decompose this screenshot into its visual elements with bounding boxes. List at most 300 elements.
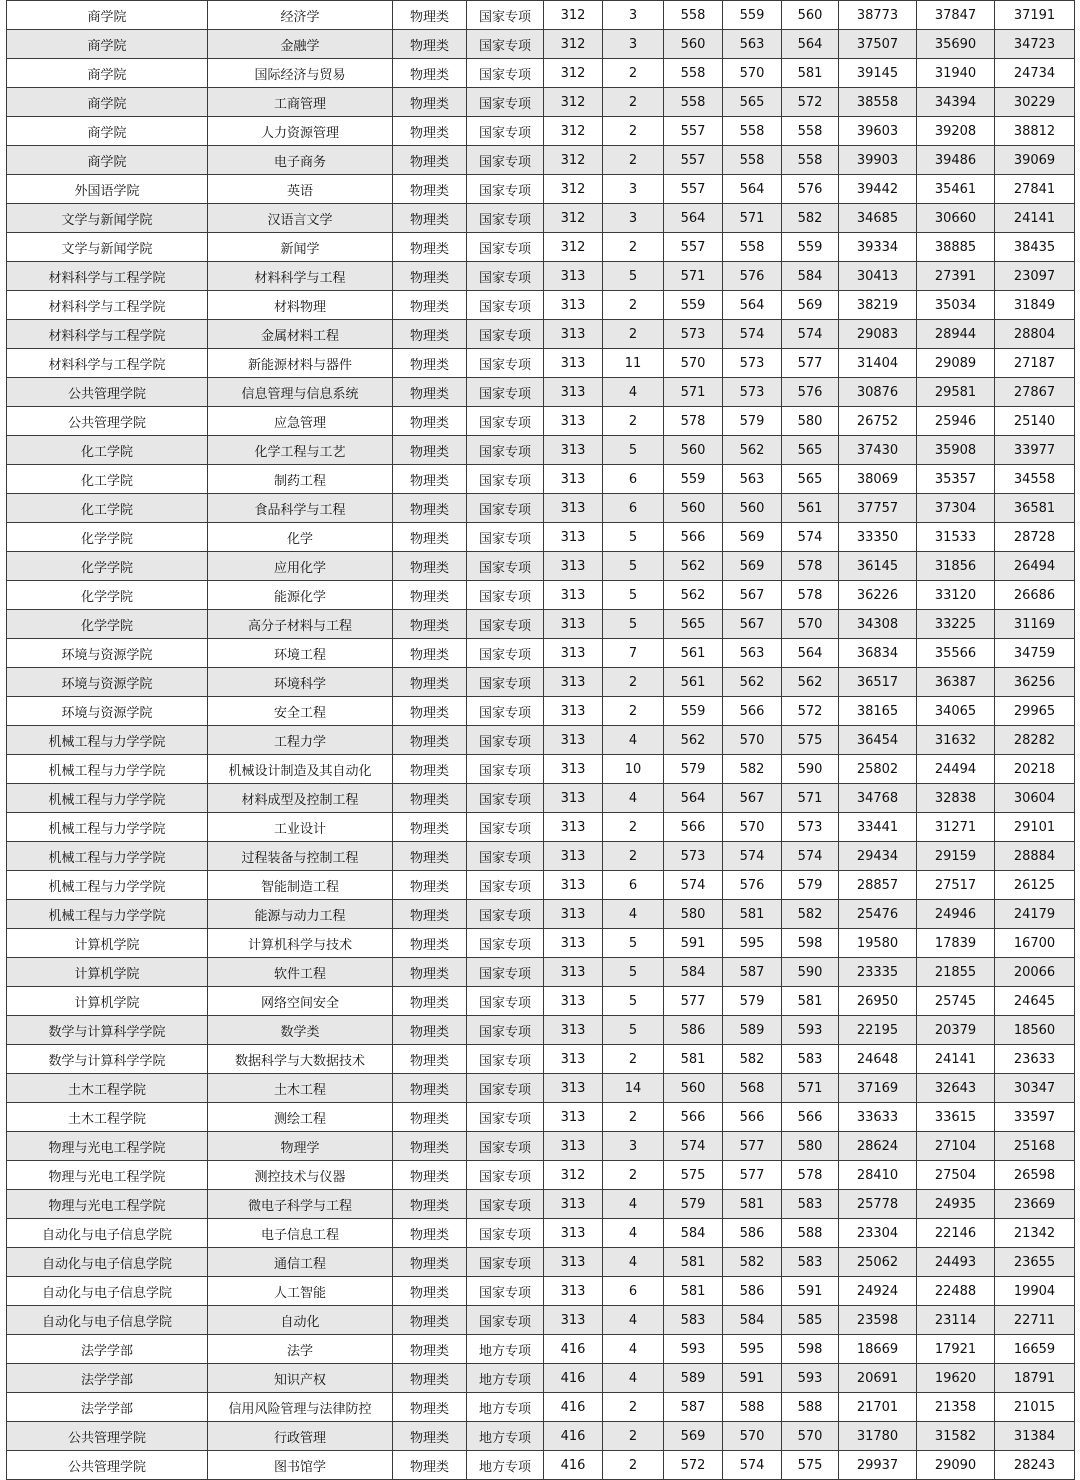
cell-avg-rank: 29159 — [917, 842, 995, 871]
cell-min-rank: 37757 — [839, 494, 917, 523]
cell-avg-rank: 35690 — [917, 30, 995, 59]
table-row — [7, 88, 1075, 117]
cell-plan-count: 2 — [603, 1451, 664, 1480]
cell-max-score: 572 — [782, 697, 839, 726]
table-row — [7, 1393, 1075, 1422]
cell-avg-score: 563 — [723, 639, 782, 668]
cell-major: 工程力学 — [208, 726, 393, 755]
cell-subject-category: 物理类 — [393, 639, 467, 668]
cell-major: 高分子材料与工程 — [208, 610, 393, 639]
cell-min-score: 571 — [664, 262, 723, 291]
cell-min-rank: 29434 — [839, 842, 917, 871]
table-row — [7, 1277, 1075, 1306]
cell-group-code: 312 — [544, 88, 603, 117]
cell-group-code: 313 — [544, 1045, 603, 1074]
cell-college: 机械工程与力学学院 — [7, 755, 208, 784]
cell-major: 应急管理 — [208, 407, 393, 436]
cell-major: 数据科学与大数据技术 — [208, 1045, 393, 1074]
cell-enrollment-type: 国家专项 — [467, 88, 544, 117]
cell-avg-rank: 24141 — [917, 1045, 995, 1074]
cell-plan-count: 2 — [603, 1045, 664, 1074]
cell-subject-category: 物理类 — [393, 117, 467, 146]
cell-subject-category: 物理类 — [393, 233, 467, 262]
cell-min-rank: 39903 — [839, 146, 917, 175]
cell-major: 能源与动力工程 — [208, 900, 393, 929]
cell-plan-count: 2 — [603, 59, 664, 88]
cell-avg-score: 582 — [723, 755, 782, 784]
cell-max-rank: 23097 — [995, 262, 1075, 291]
table-row — [7, 378, 1075, 407]
cell-max-score: 573 — [782, 813, 839, 842]
cell-max-score: 578 — [782, 552, 839, 581]
cell-avg-score: 573 — [723, 378, 782, 407]
cell-subject-category: 物理类 — [393, 1248, 467, 1277]
cell-min-score: 560 — [664, 30, 723, 59]
cell-enrollment-type: 国家专项 — [467, 465, 544, 494]
cell-avg-rank: 22488 — [917, 1277, 995, 1306]
cell-plan-count: 5 — [603, 1016, 664, 1045]
cell-max-rank: 38435 — [995, 233, 1075, 262]
cell-max-score: 579 — [782, 871, 839, 900]
cell-min-rank: 34685 — [839, 204, 917, 233]
cell-avg-score: 570 — [723, 1422, 782, 1451]
cell-major: 知识产权 — [208, 1364, 393, 1393]
cell-min-rank: 39603 — [839, 117, 917, 146]
cell-college: 自动化与电子信息学院 — [7, 1219, 208, 1248]
table-row — [7, 639, 1075, 668]
cell-group-code: 313 — [544, 639, 603, 668]
table-row — [7, 117, 1075, 146]
cell-group-code: 416 — [544, 1422, 603, 1451]
cell-avg-rank: 25745 — [917, 987, 995, 1016]
cell-min-rank: 38773 — [839, 1, 917, 30]
cell-avg-score: 563 — [723, 465, 782, 494]
table-row — [7, 1103, 1075, 1132]
cell-min-score: 569 — [664, 1422, 723, 1451]
cell-group-code: 313 — [544, 494, 603, 523]
cell-college: 商学院 — [7, 117, 208, 146]
cell-avg-rank: 35034 — [917, 291, 995, 320]
cell-college: 物理与光电工程学院 — [7, 1161, 208, 1190]
cell-avg-score: 558 — [723, 146, 782, 175]
cell-min-rank: 23598 — [839, 1306, 917, 1335]
cell-college: 计算机学院 — [7, 987, 208, 1016]
cell-college: 化学学院 — [7, 552, 208, 581]
cell-plan-count: 6 — [603, 871, 664, 900]
cell-plan-count: 5 — [603, 929, 664, 958]
cell-enrollment-type: 国家专项 — [467, 523, 544, 552]
table-row — [7, 1306, 1075, 1335]
cell-group-code: 416 — [544, 1335, 603, 1364]
cell-max-rank: 28243 — [995, 1451, 1075, 1480]
cell-college: 法学学部 — [7, 1335, 208, 1364]
cell-max-score: 565 — [782, 436, 839, 465]
cell-min-rank: 37430 — [839, 436, 917, 465]
cell-college: 土木工程学院 — [7, 1074, 208, 1103]
cell-avg-rank: 31856 — [917, 552, 995, 581]
cell-plan-count: 2 — [603, 1393, 664, 1422]
cell-avg-rank: 21855 — [917, 958, 995, 987]
cell-plan-count: 4 — [603, 726, 664, 755]
cell-enrollment-type: 国家专项 — [467, 668, 544, 697]
cell-group-code: 313 — [544, 958, 603, 987]
cell-max-score: 576 — [782, 378, 839, 407]
cell-subject-category: 物理类 — [393, 1016, 467, 1045]
cell-group-code: 313 — [544, 523, 603, 552]
cell-plan-count: 2 — [603, 88, 664, 117]
cell-major: 工商管理 — [208, 88, 393, 117]
cell-max-rank: 31384 — [995, 1422, 1075, 1451]
cell-subject-category: 物理类 — [393, 1103, 467, 1132]
cell-subject-category: 物理类 — [393, 1393, 467, 1422]
cell-college: 商学院 — [7, 146, 208, 175]
cell-college: 自动化与电子信息学院 — [7, 1248, 208, 1277]
cell-college: 化工学院 — [7, 465, 208, 494]
cell-group-code: 313 — [544, 1277, 603, 1306]
cell-min-rank: 38558 — [839, 88, 917, 117]
cell-subject-category: 物理类 — [393, 1335, 467, 1364]
table-row — [7, 726, 1075, 755]
cell-plan-count: 2 — [603, 1161, 664, 1190]
cell-plan-count: 2 — [603, 842, 664, 871]
table-row — [7, 1, 1075, 30]
cell-min-score: 577 — [664, 987, 723, 1016]
cell-avg-score: 567 — [723, 784, 782, 813]
cell-group-code: 312 — [544, 204, 603, 233]
cell-college: 化学学院 — [7, 610, 208, 639]
table-row — [7, 1364, 1075, 1393]
cell-avg-rank: 20379 — [917, 1016, 995, 1045]
cell-avg-score: 570 — [723, 59, 782, 88]
cell-avg-rank: 31533 — [917, 523, 995, 552]
cell-max-rank: 20066 — [995, 958, 1075, 987]
cell-major: 国际经济与贸易 — [208, 59, 393, 88]
cell-group-code: 313 — [544, 1190, 603, 1219]
table-row — [7, 175, 1075, 204]
cell-max-score: 583 — [782, 1045, 839, 1074]
cell-min-rank: 25778 — [839, 1190, 917, 1219]
cell-group-code: 312 — [544, 30, 603, 59]
cell-min-rank: 21701 — [839, 1393, 917, 1422]
cell-enrollment-type: 国家专项 — [467, 900, 544, 929]
cell-max-rank: 34723 — [995, 30, 1075, 59]
cell-max-rank: 23655 — [995, 1248, 1075, 1277]
cell-min-rank: 23304 — [839, 1219, 917, 1248]
cell-group-code: 416 — [544, 1393, 603, 1422]
cell-max-score: 569 — [782, 291, 839, 320]
cell-enrollment-type: 国家专项 — [467, 1, 544, 30]
cell-subject-category: 物理类 — [393, 900, 467, 929]
cell-avg-rank: 35908 — [917, 436, 995, 465]
cell-avg-rank: 22146 — [917, 1219, 995, 1248]
cell-group-code: 312 — [544, 1, 603, 30]
table-row — [7, 871, 1075, 900]
cell-enrollment-type: 国家专项 — [467, 233, 544, 262]
cell-min-score: 574 — [664, 1132, 723, 1161]
cell-min-score: 558 — [664, 88, 723, 117]
cell-college: 材料科学与工程学院 — [7, 320, 208, 349]
cell-enrollment-type: 国家专项 — [467, 1219, 544, 1248]
cell-avg-score: 595 — [723, 1335, 782, 1364]
cell-avg-score: 563 — [723, 30, 782, 59]
cell-subject-category: 物理类 — [393, 697, 467, 726]
cell-max-rank: 24645 — [995, 987, 1075, 1016]
cell-max-rank: 25140 — [995, 407, 1075, 436]
cell-avg-rank: 36387 — [917, 668, 995, 697]
cell-avg-rank: 33120 — [917, 581, 995, 610]
cell-min-score: 566 — [664, 523, 723, 552]
cell-enrollment-type: 国家专项 — [467, 320, 544, 349]
cell-major: 化学工程与工艺 — [208, 436, 393, 465]
cell-min-score: 561 — [664, 639, 723, 668]
cell-min-score: 584 — [664, 958, 723, 987]
cell-avg-rank: 31940 — [917, 59, 995, 88]
cell-min-score: 561 — [664, 668, 723, 697]
cell-min-rank: 26950 — [839, 987, 917, 1016]
cell-min-rank: 36145 — [839, 552, 917, 581]
table-row — [7, 610, 1075, 639]
cell-max-rank: 36581 — [995, 494, 1075, 523]
cell-avg-rank: 19620 — [917, 1364, 995, 1393]
table-row — [7, 1045, 1075, 1074]
cell-max-rank: 26686 — [995, 581, 1075, 610]
cell-group-code: 313 — [544, 581, 603, 610]
cell-enrollment-type: 国家专项 — [467, 842, 544, 871]
cell-avg-rank: 32643 — [917, 1074, 995, 1103]
cell-college: 化工学院 — [7, 436, 208, 465]
cell-plan-count: 5 — [603, 523, 664, 552]
cell-max-rank: 28804 — [995, 320, 1075, 349]
cell-max-score: 558 — [782, 117, 839, 146]
cell-college: 文学与新闻学院 — [7, 233, 208, 262]
table-row — [7, 1422, 1075, 1451]
cell-max-rank: 24141 — [995, 204, 1075, 233]
cell-enrollment-type: 国家专项 — [467, 610, 544, 639]
cell-min-score: 587 — [664, 1393, 723, 1422]
cell-college: 公共管理学院 — [7, 378, 208, 407]
cell-plan-count: 4 — [603, 1219, 664, 1248]
cell-major: 测控技术与仪器 — [208, 1161, 393, 1190]
cell-avg-rank: 34065 — [917, 697, 995, 726]
cell-min-score: 579 — [664, 755, 723, 784]
cell-group-code: 313 — [544, 465, 603, 494]
table-row — [7, 755, 1075, 784]
cell-max-score: 574 — [782, 842, 839, 871]
cell-max-rank: 26598 — [995, 1161, 1075, 1190]
cell-max-rank: 27841 — [995, 175, 1075, 204]
cell-avg-rank: 37304 — [917, 494, 995, 523]
cell-group-code: 313 — [544, 871, 603, 900]
cell-enrollment-type: 国家专项 — [467, 30, 544, 59]
cell-group-code: 312 — [544, 59, 603, 88]
cell-avg-score: 577 — [723, 1161, 782, 1190]
cell-avg-score: 576 — [723, 871, 782, 900]
cell-min-rank: 22195 — [839, 1016, 917, 1045]
cell-college: 环境与资源学院 — [7, 697, 208, 726]
cell-enrollment-type: 国家专项 — [467, 1016, 544, 1045]
cell-group-code: 313 — [544, 291, 603, 320]
cell-group-code: 313 — [544, 320, 603, 349]
cell-max-score: 558 — [782, 146, 839, 175]
cell-plan-count: 2 — [603, 117, 664, 146]
cell-plan-count: 3 — [603, 30, 664, 59]
cell-group-code: 312 — [544, 117, 603, 146]
cell-plan-count: 4 — [603, 1335, 664, 1364]
cell-max-score: 570 — [782, 1422, 839, 1451]
cell-subject-category: 物理类 — [393, 465, 467, 494]
cell-enrollment-type: 国家专项 — [467, 1074, 544, 1103]
cell-min-score: 573 — [664, 320, 723, 349]
cell-avg-score: 581 — [723, 1190, 782, 1219]
cell-subject-category: 物理类 — [393, 1074, 467, 1103]
cell-group-code: 313 — [544, 726, 603, 755]
cell-avg-score: 569 — [723, 523, 782, 552]
cell-avg-score: 587 — [723, 958, 782, 987]
cell-major: 电子信息工程 — [208, 1219, 393, 1248]
cell-major: 材料科学与工程 — [208, 262, 393, 291]
cell-max-rank: 33597 — [995, 1103, 1075, 1132]
cell-avg-score: 591 — [723, 1364, 782, 1393]
cell-min-rank: 34308 — [839, 610, 917, 639]
cell-max-rank: 25168 — [995, 1132, 1075, 1161]
cell-avg-score: 574 — [723, 842, 782, 871]
cell-min-rank: 39442 — [839, 175, 917, 204]
cell-enrollment-type: 地方专项 — [467, 1364, 544, 1393]
cell-enrollment-type: 地方专项 — [467, 1451, 544, 1480]
cell-subject-category: 物理类 — [393, 407, 467, 436]
cell-max-score: 576 — [782, 175, 839, 204]
cell-major: 通信工程 — [208, 1248, 393, 1277]
cell-max-score: 561 — [782, 494, 839, 523]
cell-max-score: 588 — [782, 1219, 839, 1248]
cell-max-rank: 24179 — [995, 900, 1075, 929]
cell-max-rank: 24734 — [995, 59, 1075, 88]
cell-min-score: 589 — [664, 1364, 723, 1393]
cell-college: 数学与计算科学学院 — [7, 1045, 208, 1074]
cell-min-score: 559 — [664, 465, 723, 494]
cell-enrollment-type: 国家专项 — [467, 349, 544, 378]
cell-avg-rank: 21358 — [917, 1393, 995, 1422]
cell-max-score: 583 — [782, 1248, 839, 1277]
cell-major: 土木工程 — [208, 1074, 393, 1103]
cell-max-score: 560 — [782, 1, 839, 30]
cell-enrollment-type: 国家专项 — [467, 697, 544, 726]
table-row — [7, 1016, 1075, 1045]
cell-min-score: 562 — [664, 552, 723, 581]
cell-min-score: 559 — [664, 697, 723, 726]
cell-max-score: 571 — [782, 784, 839, 813]
cell-max-rank: 29101 — [995, 813, 1075, 842]
cell-avg-rank: 24946 — [917, 900, 995, 929]
cell-avg-score: 559 — [723, 1, 782, 30]
cell-college: 法学学部 — [7, 1393, 208, 1422]
cell-min-rank: 28857 — [839, 871, 917, 900]
cell-max-score: 574 — [782, 523, 839, 552]
cell-min-rank: 25062 — [839, 1248, 917, 1277]
cell-major: 环境科学 — [208, 668, 393, 697]
table-row — [7, 813, 1075, 842]
cell-max-score: 593 — [782, 1016, 839, 1045]
cell-major: 网络空间安全 — [208, 987, 393, 1016]
cell-max-score: 564 — [782, 639, 839, 668]
cell-avg-score: 566 — [723, 697, 782, 726]
cell-avg-score: 586 — [723, 1219, 782, 1248]
cell-min-rank: 24924 — [839, 1277, 917, 1306]
cell-major: 人工智能 — [208, 1277, 393, 1306]
cell-max-rank: 38812 — [995, 117, 1075, 146]
cell-college: 商学院 — [7, 59, 208, 88]
cell-enrollment-type: 国家专项 — [467, 407, 544, 436]
cell-avg-rank: 31271 — [917, 813, 995, 842]
cell-group-code: 313 — [544, 900, 603, 929]
cell-avg-score: 568 — [723, 1074, 782, 1103]
cell-max-rank: 18560 — [995, 1016, 1075, 1045]
cell-plan-count: 4 — [603, 1364, 664, 1393]
cell-college: 文学与新闻学院 — [7, 204, 208, 233]
cell-min-rank: 28624 — [839, 1132, 917, 1161]
cell-plan-count: 4 — [603, 784, 664, 813]
cell-major: 信用风险管理与法律防控 — [208, 1393, 393, 1422]
cell-enrollment-type: 国家专项 — [467, 639, 544, 668]
cell-major: 图书馆学 — [208, 1451, 393, 1480]
cell-min-score: 573 — [664, 842, 723, 871]
cell-max-rank: 19904 — [995, 1277, 1075, 1306]
cell-avg-rank: 32838 — [917, 784, 995, 813]
cell-min-score: 562 — [664, 726, 723, 755]
cell-subject-category: 物理类 — [393, 494, 467, 523]
table-row — [7, 291, 1075, 320]
cell-major: 数学类 — [208, 1016, 393, 1045]
cell-group-code: 313 — [544, 378, 603, 407]
cell-subject-category: 物理类 — [393, 1132, 467, 1161]
cell-college: 商学院 — [7, 88, 208, 117]
table-row — [7, 320, 1075, 349]
cell-college: 公共管理学院 — [7, 1422, 208, 1451]
cell-major: 软件工程 — [208, 958, 393, 987]
cell-min-rank: 37507 — [839, 30, 917, 59]
cell-min-rank: 39334 — [839, 233, 917, 262]
cell-min-score: 557 — [664, 146, 723, 175]
cell-enrollment-type: 国家专项 — [467, 987, 544, 1016]
cell-group-code: 313 — [544, 1074, 603, 1103]
cell-college: 计算机学院 — [7, 958, 208, 987]
cell-min-rank: 38069 — [839, 465, 917, 494]
cell-group-code: 313 — [544, 929, 603, 958]
cell-plan-count: 2 — [603, 291, 664, 320]
cell-avg-rank: 27391 — [917, 262, 995, 291]
cell-avg-score: 567 — [723, 610, 782, 639]
cell-avg-rank: 23114 — [917, 1306, 995, 1335]
cell-avg-rank: 35566 — [917, 639, 995, 668]
cell-plan-count: 2 — [603, 697, 664, 726]
cell-college: 环境与资源学院 — [7, 639, 208, 668]
cell-max-rank: 26494 — [995, 552, 1075, 581]
cell-max-rank: 18791 — [995, 1364, 1075, 1393]
cell-major: 经济学 — [208, 1, 393, 30]
cell-college: 数学与计算科学学院 — [7, 1016, 208, 1045]
cell-min-rank: 26752 — [839, 407, 917, 436]
cell-plan-count: 2 — [603, 813, 664, 842]
cell-avg-rank: 29089 — [917, 349, 995, 378]
cell-min-score: 557 — [664, 175, 723, 204]
cell-major: 信息管理与信息系统 — [208, 378, 393, 407]
cell-min-score: 560 — [664, 494, 723, 523]
cell-plan-count: 6 — [603, 465, 664, 494]
cell-enrollment-type: 国家专项 — [467, 871, 544, 900]
cell-min-rank: 36517 — [839, 668, 917, 697]
cell-avg-score: 595 — [723, 929, 782, 958]
cell-college: 公共管理学院 — [7, 1451, 208, 1480]
